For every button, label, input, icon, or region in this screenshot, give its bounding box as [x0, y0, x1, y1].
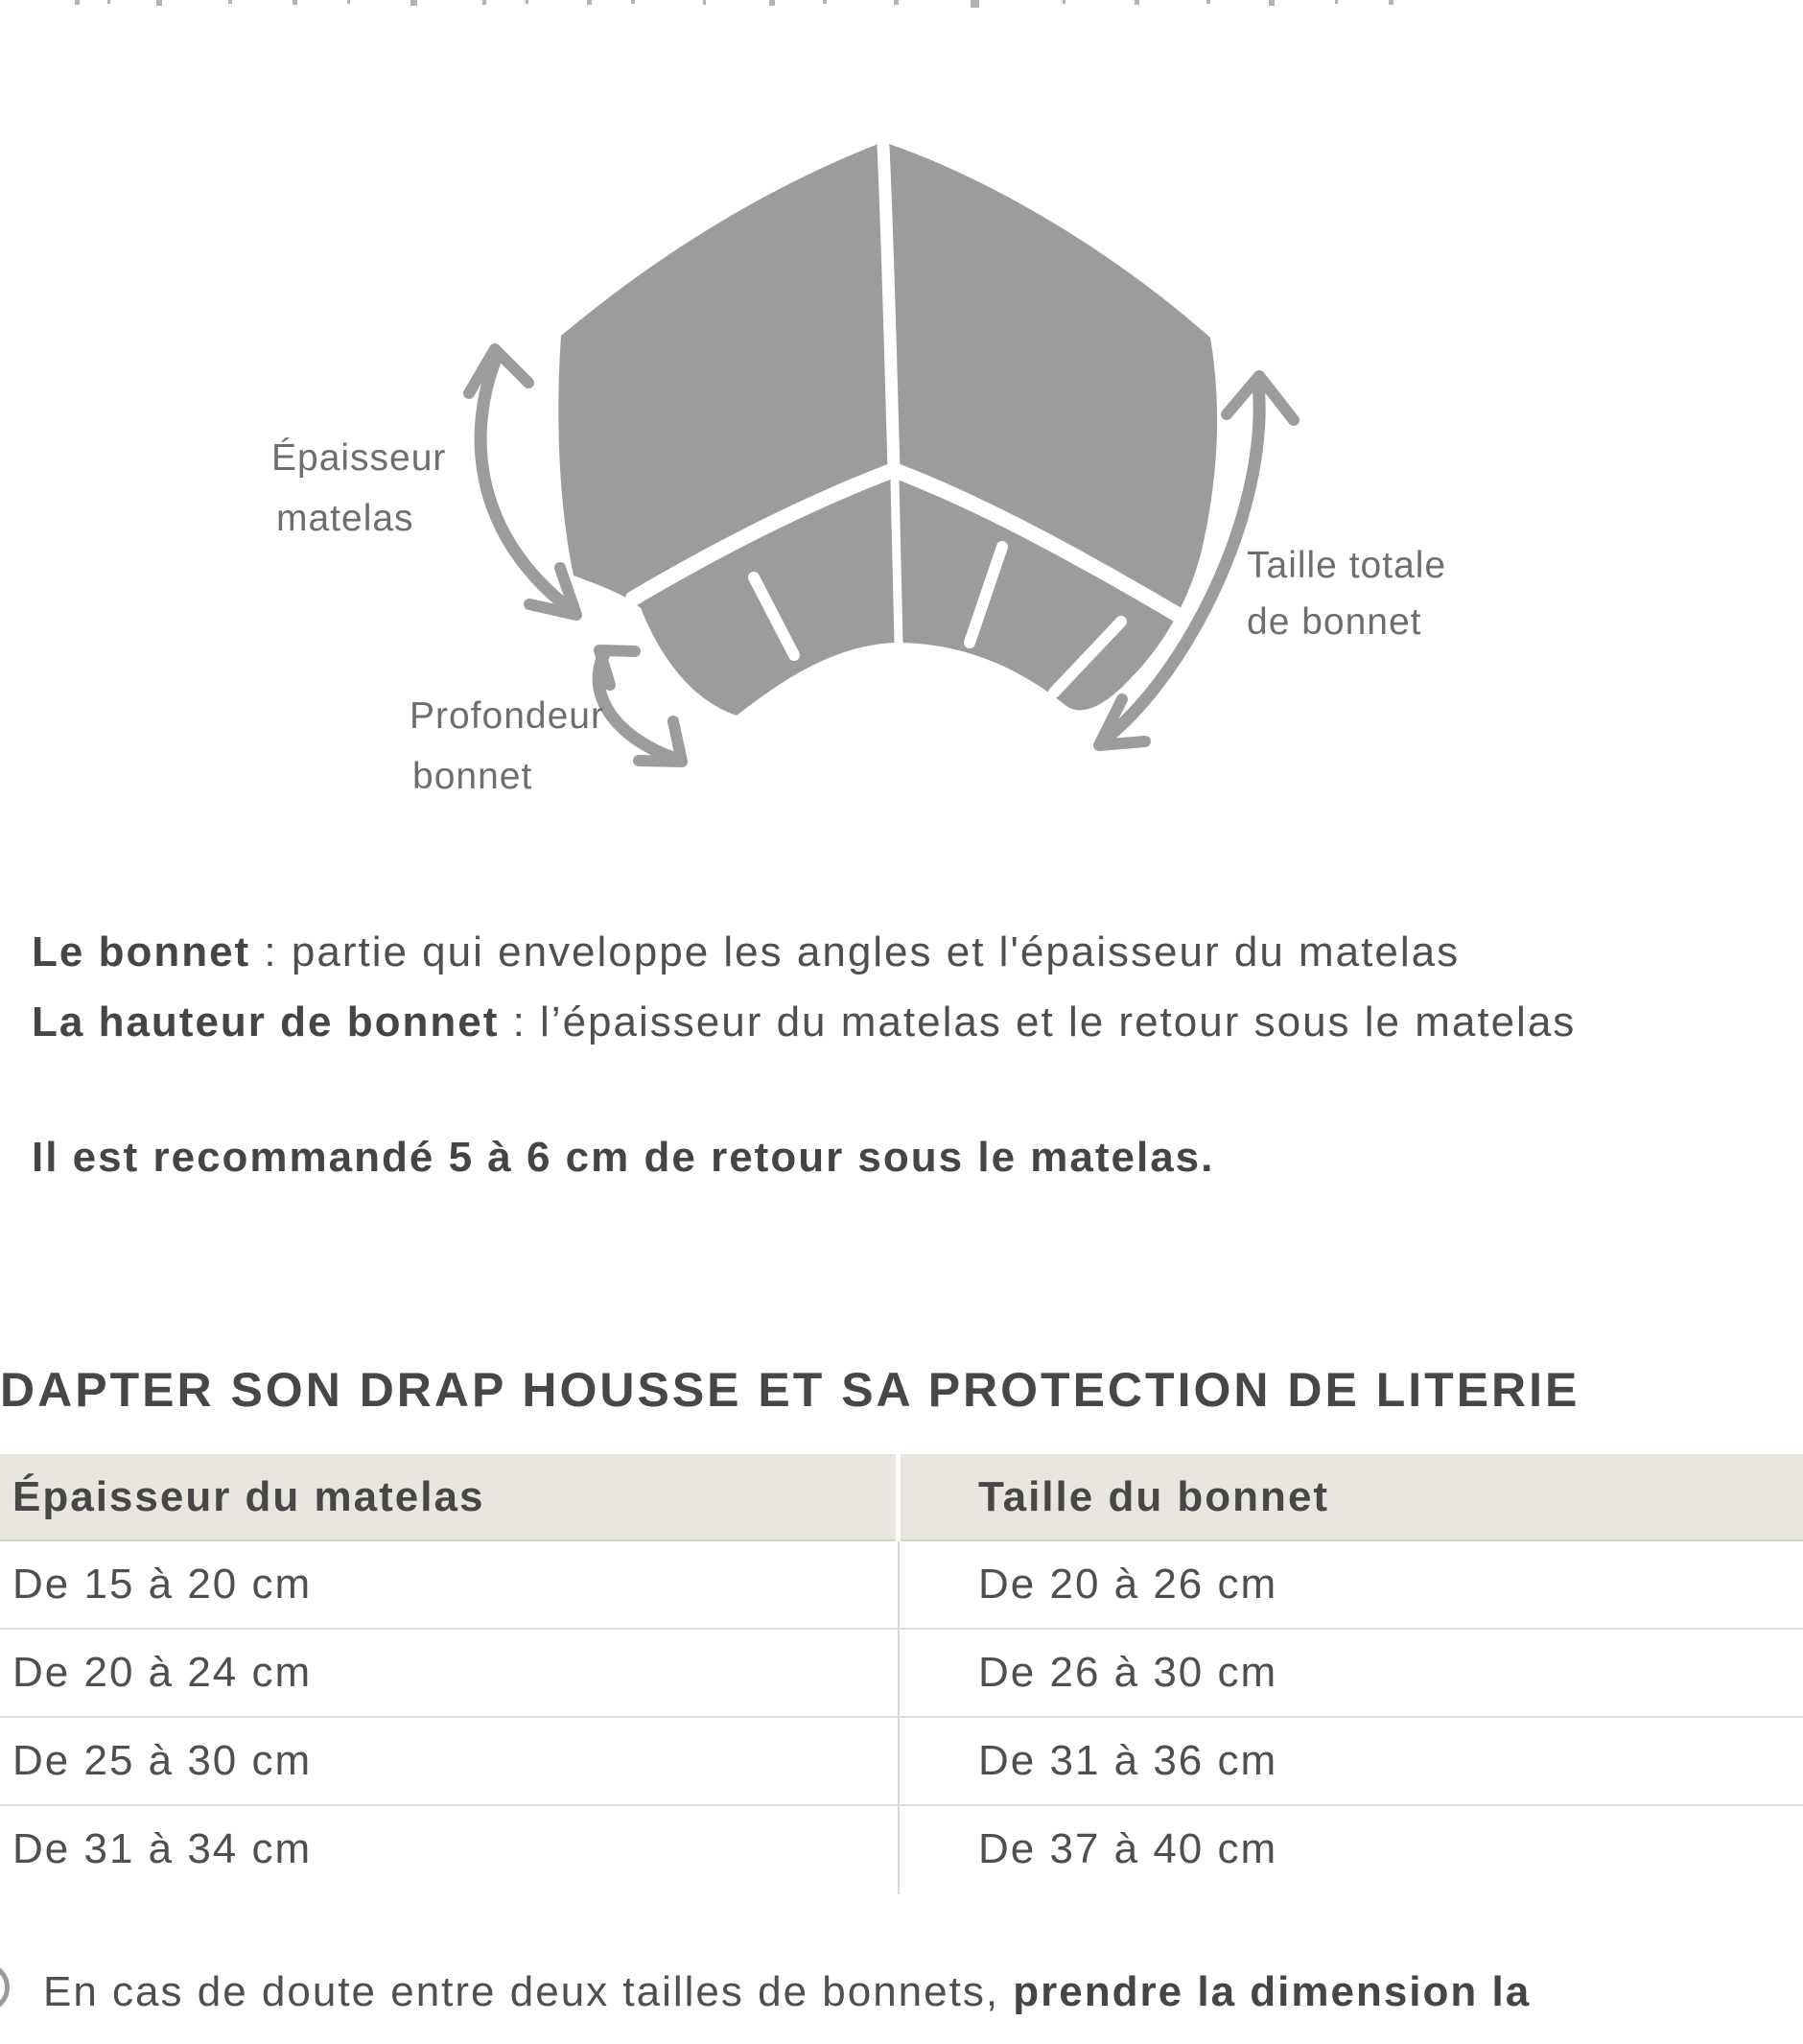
skirt-center-seam [895, 482, 899, 643]
recommendation-line: Il est recommandé 5 à 6 cm de retour sous le matelas. [32, 1134, 1215, 1181]
definition-hauteur [32, 999, 1576, 1047]
label-epaisseur-line1: Épaisseur [271, 437, 447, 479]
definition-text: : partie qui enveloppe les angles et l'épaisseur du matelas [250, 928, 1461, 975]
cell-epaisseur: De 20 à 24 cm [12, 1649, 313, 1696]
cell-taille: De 31 à 36 cm [978, 1737, 1278, 1784]
table-row [0, 1630, 1803, 1716]
arrowhead-up-icon [469, 349, 528, 393]
header-column-gap [896, 1448, 901, 1541]
table-column-divider [898, 1541, 900, 1894]
label-taille-line1: Taille totale [1247, 545, 1447, 586]
cell-epaisseur: De 31 à 34 cm [12, 1825, 313, 1872]
label-profondeur-line2: bonnet [412, 756, 533, 797]
table-row [0, 1806, 1803, 1892]
label-taille-line2: de bonnet [1247, 601, 1422, 643]
definition-text: : l’épaisseur du matelas et le retour sous le matelas [499, 999, 1577, 1045]
table-row [0, 1541, 1803, 1628]
cell-epaisseur: De 25 à 30 cm [12, 1737, 313, 1784]
cutoff-bulb-icon [0, 1962, 10, 2012]
label-epaisseur-line2: matelas [276, 498, 414, 539]
table-header-row [0, 1454, 1803, 1541]
table-row [0, 1718, 1803, 1804]
arrowhead-upleft-icon [599, 650, 635, 685]
definition-term: La hauteur de bonnet [32, 999, 500, 1045]
section-heading: DAPTER SON DRAP HOUSSE ET SA PROTECTION DE LITERIE [0, 1363, 1581, 1417]
cell-epaisseur: De 15 à 20 cm [12, 1561, 313, 1608]
note-bold-text: prendre la dimension la [1013, 1968, 1532, 2015]
note-text: En cas de doute entre deux tailles de bonnets, [43, 1968, 1014, 2015]
definition-bonnet [32, 928, 1460, 977]
cell-taille: De 37 à 40 cm [978, 1825, 1278, 1872]
label-profondeur-line1: Profondeur [410, 695, 604, 737]
fitted-sheet-corner-illustration [0, 0, 1803, 844]
definition-term: Le bonnet [32, 928, 251, 975]
column-header-epaisseur: Épaisseur du matelas [12, 1472, 485, 1520]
note-line [43, 1968, 1531, 2017]
column-header-taille: Taille du bonnet [978, 1472, 1330, 1520]
cell-taille: De 26 à 30 cm [978, 1649, 1278, 1696]
cell-taille: De 20 à 26 cm [978, 1561, 1278, 1608]
